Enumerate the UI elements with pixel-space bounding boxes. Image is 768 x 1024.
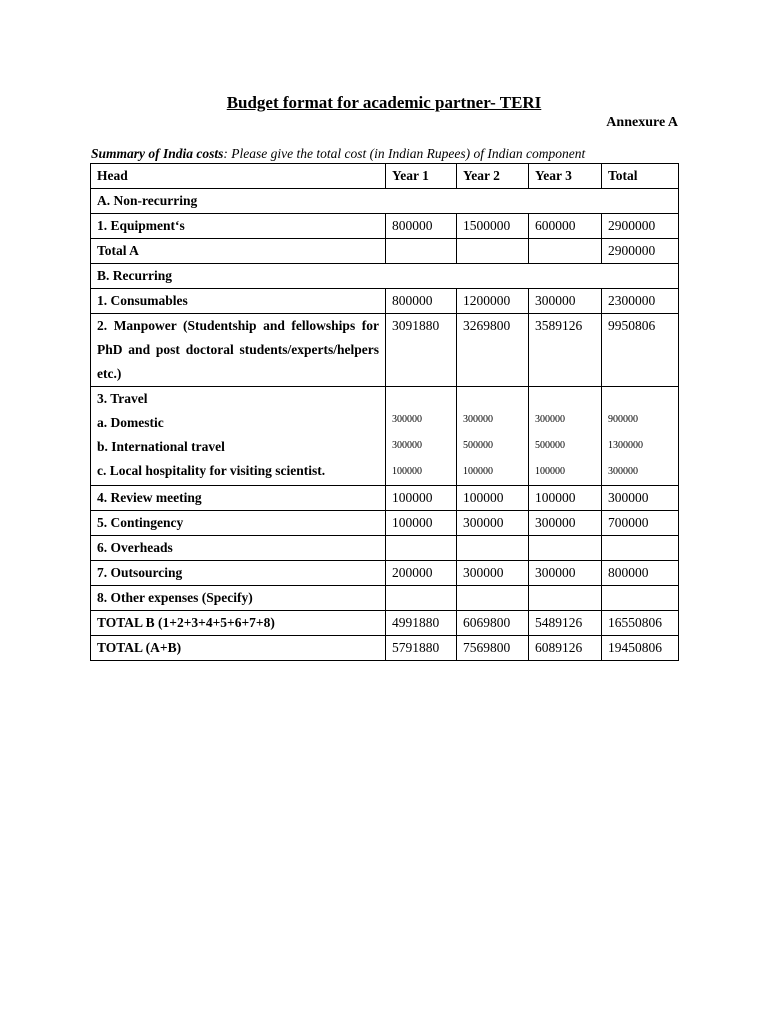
row-label: 6. Overheads	[91, 536, 386, 561]
table-row	[91, 387, 679, 486]
cell-year3: 600000	[529, 214, 602, 239]
section-non-recurring: A. Non-recurring	[91, 189, 679, 214]
section-recurring: B. Recurring	[91, 264, 679, 289]
cell-total: 16550806	[602, 611, 679, 636]
cell-total: 800000	[602, 561, 679, 586]
row-label: Total A	[91, 239, 386, 264]
cell-year1: 5791880	[386, 636, 457, 661]
cell-year3: 100000	[529, 486, 602, 511]
document-title: Budget format for academic partner- TERI	[226, 93, 542, 112]
cell-year2	[457, 387, 529, 486]
travel-domestic-y3: 300000	[535, 414, 565, 425]
row-label: TOTAL (A+B)	[91, 636, 386, 661]
cell-year1: 100000	[386, 486, 457, 511]
table-row	[91, 611, 679, 636]
cell-total	[602, 387, 679, 486]
summary-bold: Summary of India costs	[91, 146, 224, 161]
cell-year2	[457, 239, 529, 264]
summary-text: : Please give the total cost (in Indian Rupees) of Indian component	[223, 146, 586, 161]
table-row	[91, 289, 679, 314]
cell-year2: 1500000	[457, 214, 529, 239]
cell-year2: 3269800	[457, 314, 529, 387]
table-row	[91, 536, 679, 561]
table-row	[91, 239, 679, 264]
table-row	[91, 314, 679, 387]
header-year1: Year 1	[386, 164, 457, 189]
header-year2: Year 2	[457, 164, 529, 189]
cell-year3: 300000	[529, 289, 602, 314]
cell-year2: 6069800	[457, 611, 529, 636]
cell-year1: 3091880	[386, 314, 457, 387]
cell-total: 2900000	[602, 239, 679, 264]
row-label: TOTAL B (1+2+3+4+5+6+7+8)	[91, 611, 386, 636]
cell-year2: 300000	[457, 561, 529, 586]
travel-domestic-y2: 300000	[463, 414, 493, 425]
table-row	[91, 486, 679, 511]
row-label: 2. Manpower (Studentship and fellowships for PhD and post doctoral students/experts/helpers etc.)	[91, 314, 386, 387]
cell-total: 700000	[602, 511, 679, 536]
cell-year3: 300000	[529, 561, 602, 586]
cell-year1: 800000	[386, 214, 457, 239]
cell-year1: 4991880	[386, 611, 457, 636]
row-label: 1. Consumables	[91, 289, 386, 314]
travel-international-y1: 300000	[392, 440, 422, 451]
travel-domestic-label: a. Domestic	[97, 415, 164, 430]
cell-year2: 7569800	[457, 636, 529, 661]
header-head: Head	[91, 164, 386, 189]
row-label: 8. Other expenses (Specify)	[91, 586, 386, 611]
travel-domestic-y1: 300000	[392, 414, 422, 425]
table-row	[91, 214, 679, 239]
cell-year3: 300000	[529, 511, 602, 536]
travel-international-label: b. International travel	[97, 439, 225, 454]
cell-year1	[386, 239, 457, 264]
cell-year1	[386, 387, 457, 486]
table-row	[91, 561, 679, 586]
travel-labels	[91, 387, 386, 486]
cell-total: 300000	[602, 486, 679, 511]
header-total: Total	[602, 164, 679, 189]
cell-total: 2900000	[602, 214, 679, 239]
cell-year1: 800000	[386, 289, 457, 314]
cell-total: 2300000	[602, 289, 679, 314]
cell-total: 19450806	[602, 636, 679, 661]
cell-year3	[529, 586, 602, 611]
table-row	[91, 511, 679, 536]
budget-table	[90, 163, 679, 661]
cell-year3	[529, 387, 602, 486]
cell-year1	[386, 536, 457, 561]
travel-label: 3. Travel	[97, 391, 148, 406]
cell-year3	[529, 536, 602, 561]
row-label: 1. Equipment‘s	[91, 214, 386, 239]
travel-local-y3: 100000	[535, 466, 565, 477]
table-row	[91, 189, 679, 214]
travel-domestic-total: 900000	[608, 414, 638, 425]
travel-local-y1: 100000	[392, 466, 422, 477]
cell-year2: 100000	[457, 486, 529, 511]
cell-year2: 1200000	[457, 289, 529, 314]
summary-caption	[91, 146, 585, 162]
travel-international-total: 1300000	[608, 440, 643, 451]
cell-year2	[457, 586, 529, 611]
cell-year2: 300000	[457, 511, 529, 536]
header-year3: Year 3	[529, 164, 602, 189]
travel-international-y3: 500000	[535, 440, 565, 451]
row-label: 5. Contingency	[91, 511, 386, 536]
table-row	[91, 586, 679, 611]
cell-year1: 200000	[386, 561, 457, 586]
row-label: 4. Review meeting	[91, 486, 386, 511]
cell-total	[602, 586, 679, 611]
travel-international-y2: 500000	[463, 440, 493, 451]
cell-year3	[529, 239, 602, 264]
travel-local-y2: 100000	[463, 466, 493, 477]
travel-local-total: 300000	[608, 466, 638, 477]
header-row	[91, 164, 679, 189]
row-label: 7. Outsourcing	[91, 561, 386, 586]
cell-year1: 100000	[386, 511, 457, 536]
cell-year3: 6089126	[529, 636, 602, 661]
cell-year3: 3589126	[529, 314, 602, 387]
table-row	[91, 264, 679, 289]
cell-year3: 5489126	[529, 611, 602, 636]
cell-total: 9950806	[602, 314, 679, 387]
table-row	[91, 636, 679, 661]
cell-year2	[457, 536, 529, 561]
cell-year1	[386, 586, 457, 611]
annexure-label: Annexure A	[606, 115, 678, 130]
travel-local-label: c. Local hospitality for visiting scientist.	[97, 463, 326, 478]
cell-total	[602, 536, 679, 561]
